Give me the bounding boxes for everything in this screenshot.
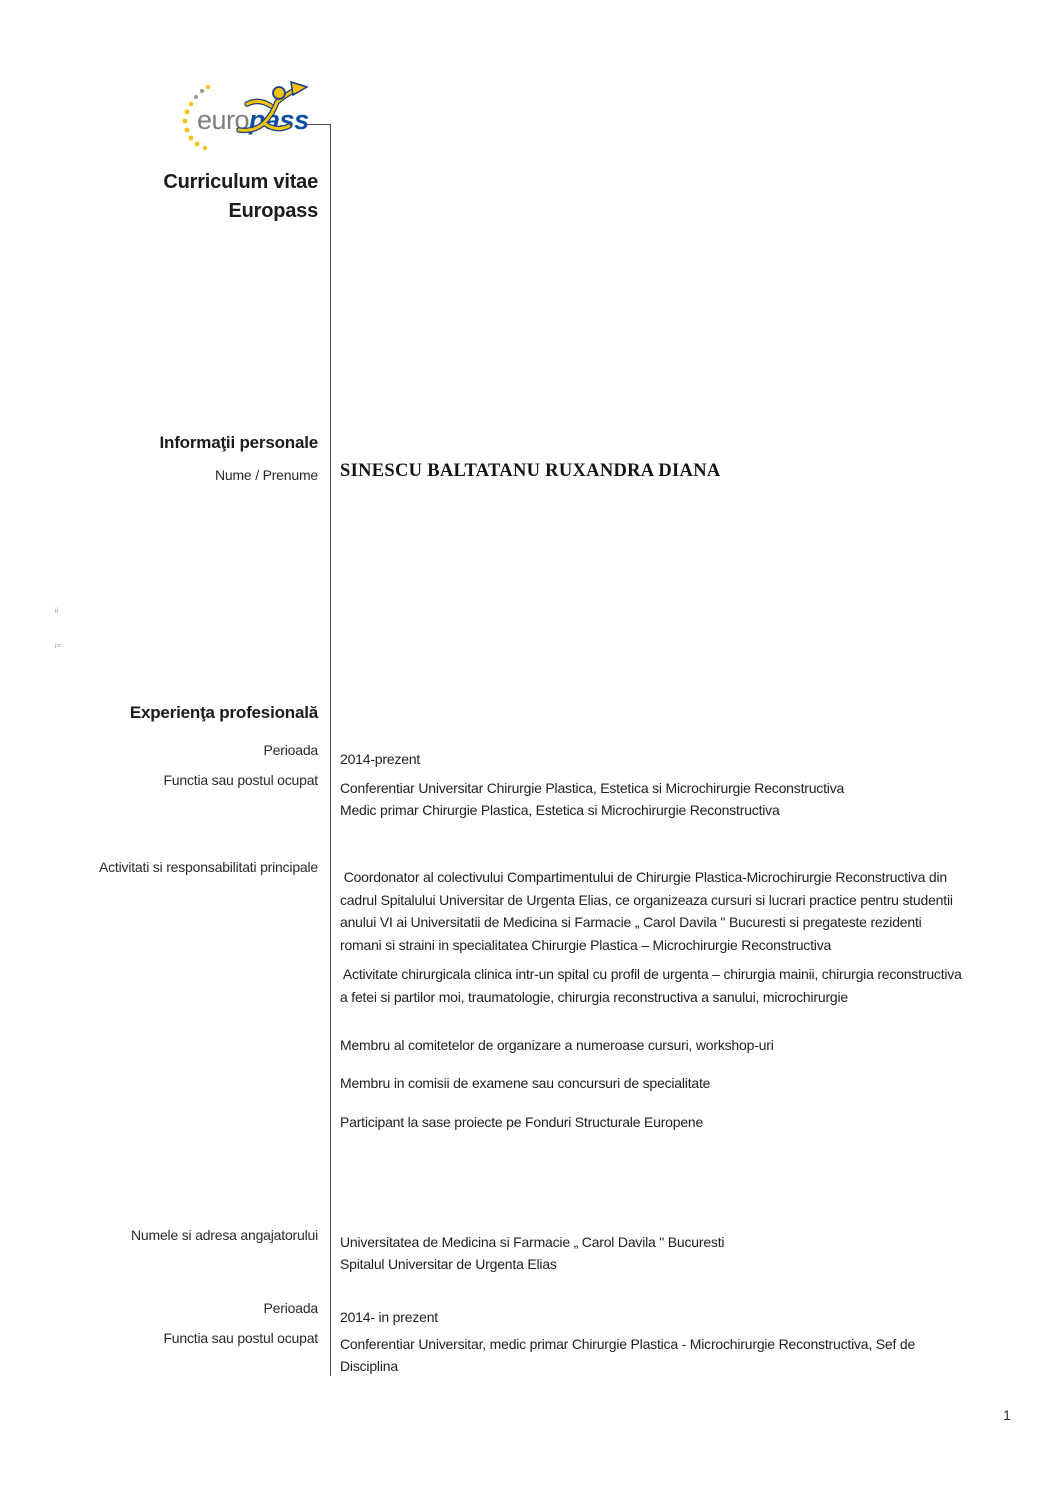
text-line: Universitatea de Medicina si Farmacie „ Carol Davila " Bucuresti	[340, 1234, 725, 1250]
value-angajator	[340, 1231, 1040, 1275]
section-heading-informatii-personale: Informaţii personale	[159, 433, 318, 452]
title-line-1: Curriculum vitae	[163, 171, 318, 193]
value-perioada-2	[340, 1306, 1040, 1328]
label-angajator: Numele si adresa angajatorului	[131, 1227, 318, 1243]
label-perioada-2: Perioada	[263, 1300, 318, 1316]
text-line: a fetei si partilor moi, traumatologie, chirurgia reconstructiva a sanului, microchirurgie	[340, 988, 848, 1005]
label-perioada-1: Perioada	[263, 742, 318, 758]
section-heading-experienta-profesionala: Experienţa profesională	[129, 703, 318, 722]
europass-figure-icon	[175, 80, 320, 152]
value-paragraph-activitate-chirurgicala	[340, 963, 1040, 1008]
text-line: Coordonator al colectivului Compartimentului de Chirurgie Plastica-Microchirurgie Reconstructiva din	[340, 869, 947, 885]
label-nume-prenume: Nume / Prenume	[214, 467, 318, 483]
value-perioada-1	[340, 748, 1040, 770]
page-number: 1	[1003, 1408, 1011, 1423]
value-functia-2	[340, 1333, 1040, 1377]
text-line: romani si straini in specialitatea Chirurgie Plastica – Microchirurgie Reconstructiva	[340, 936, 832, 953]
label-functia-2: Functia sau postul ocupat	[163, 1330, 318, 1346]
value-paragraph-participant	[340, 1111, 1040, 1133]
text-line: Spitalul Universitar de Urgenta Elias	[340, 1256, 557, 1272]
text-line: Membru in comisii de examene sau concursuri de specialitate	[340, 1075, 711, 1091]
column-divider-line	[330, 124, 331, 1376]
value-nume-prenume: SINESCU BALTATANU RUXANDRA DIANA	[340, 461, 721, 481]
document-title	[0, 168, 318, 226]
text-line: Conferentiar Universitar Chirurgie Plastica, Estetica si Microchirurgie Reconstructiva	[340, 780, 845, 796]
label-activitati: Activitati si responsabilitati principale	[98, 859, 318, 875]
text-line: anului VI ai Universitatii de Medicina si Farmacie „ Carol Davila " Bucuresti si pregateste rezidenti	[340, 914, 922, 930]
text-line: cadrul Spitalului Universitar de Urgenta Elias, ce organizeaza cursuri si lucrari practice pentru studentii	[340, 891, 953, 908]
value-paragraph-membru-comisii	[340, 1072, 1040, 1094]
europass-logo	[175, 80, 320, 152]
value-paragraph-membru-comitete	[340, 1034, 1040, 1056]
text-line: Disciplina	[340, 1358, 398, 1374]
wordmark-pass: pass	[249, 105, 309, 135]
text-line: 2014-prezent	[340, 751, 421, 767]
text-line: 2014- in prezent	[340, 1309, 438, 1325]
text-line: Membru al comitetelor de organizare a numeroase cursuri, workshop-uri	[340, 1037, 774, 1053]
value-functia-1	[340, 777, 1040, 821]
value-activitati	[340, 866, 1040, 956]
wordmark-euro: euro	[197, 105, 250, 135]
title-line-2: Europass	[228, 200, 318, 222]
text-line: Conferentiar Universitar, medic primar Chirurgie Plastica - Microchirurgie Reconstructiva, Sef de	[340, 1336, 916, 1352]
stray-mark-bottom: i=	[55, 643, 62, 650]
text-line: Medic primar Chirurgie Plastica, Estetica si Microchirurgie Reconstructiva	[340, 802, 780, 818]
label-functia-1: Functia sau postul ocupat	[163, 772, 318, 788]
text-line: Participant la sase proiecte pe Fonduri Structurale Europene	[340, 1114, 704, 1130]
stray-mark-top: ii	[55, 608, 60, 615]
text-line: Activitate chirurgicala clinica intr-un spital cu profil de urgenta – chirurgia mainii, chirurgia reconstructiva	[340, 966, 962, 982]
